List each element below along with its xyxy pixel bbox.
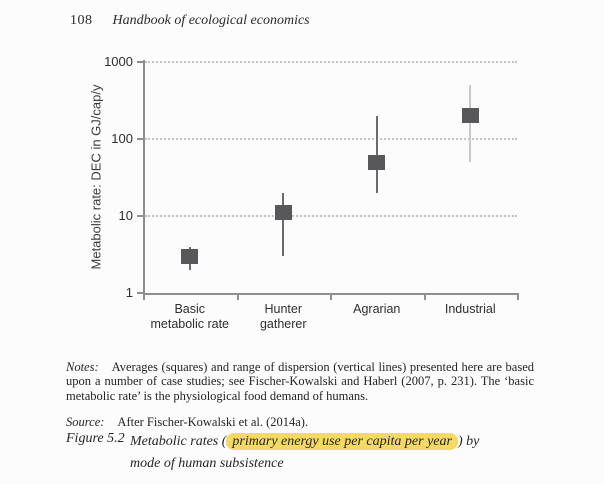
x-category-label-line: gatherer	[259, 317, 307, 331]
x-tick-4	[517, 295, 519, 300]
x-tick-1	[237, 295, 239, 300]
range-line-1	[282, 193, 284, 256]
data-point-square-0	[181, 249, 198, 264]
figure-number: Figure 5.2	[66, 431, 125, 446]
gridline-1000	[145, 61, 517, 63]
x-category-label-line: Agrarian	[353, 302, 401, 316]
data-point-square-3	[462, 108, 479, 123]
gridline-10	[145, 215, 517, 217]
running-title: Handbook of ecological economics	[112, 13, 310, 28]
figure-notes	[66, 360, 534, 404]
x-category-label-line: Hunter	[264, 302, 303, 316]
caption-pre: Metabolic rates (	[130, 434, 227, 449]
source-text: After Fischer-Kowalski et al. (2014a).	[117, 414, 309, 429]
x-tick-2	[330, 295, 332, 300]
source-label: Source:	[66, 414, 105, 429]
caption-post: ) by	[457, 434, 480, 449]
y-tick-label-1000: 1000	[104, 54, 133, 69]
figure-caption	[130, 431, 510, 475]
gridline-100	[145, 138, 517, 140]
x-category-label-line: Industrial	[444, 302, 496, 316]
data-point-square-1	[275, 205, 292, 220]
y-tick-label-100: 100	[111, 131, 133, 146]
x-category-label-3	[410, 302, 530, 317]
notes-label: Notes:	[66, 359, 99, 374]
data-point-square-2	[368, 155, 385, 170]
figure-source	[66, 415, 534, 430]
range-line-3	[469, 85, 471, 162]
caption-line2: mode of human subsistence	[130, 456, 284, 471]
y-tick-label-1: 1	[125, 285, 133, 300]
x-category-label-line: metabolic rate	[150, 317, 229, 331]
page-number: 108	[70, 13, 93, 28]
x-category-label-line: Basic	[174, 302, 206, 316]
x-tick-0	[143, 295, 145, 300]
notes-text: Averages (squares) and range of dispersion (vertical lines) presented here are based upon a number of case studies; see Fischer-Kowalski and Haberl (2007, p. 231). The ‘basic metabolic rate’ is the physiological food demand of humans.	[66, 359, 534, 403]
x-tick-3	[424, 295, 426, 300]
caption-highlight: primary energy use per capita per year	[226, 433, 458, 450]
y-axis-title: Metabolic rate: DEC in GJ/cap/y	[88, 84, 104, 270]
y-tick-label-10: 10	[118, 208, 133, 223]
y-axis-line	[143, 60, 145, 293]
